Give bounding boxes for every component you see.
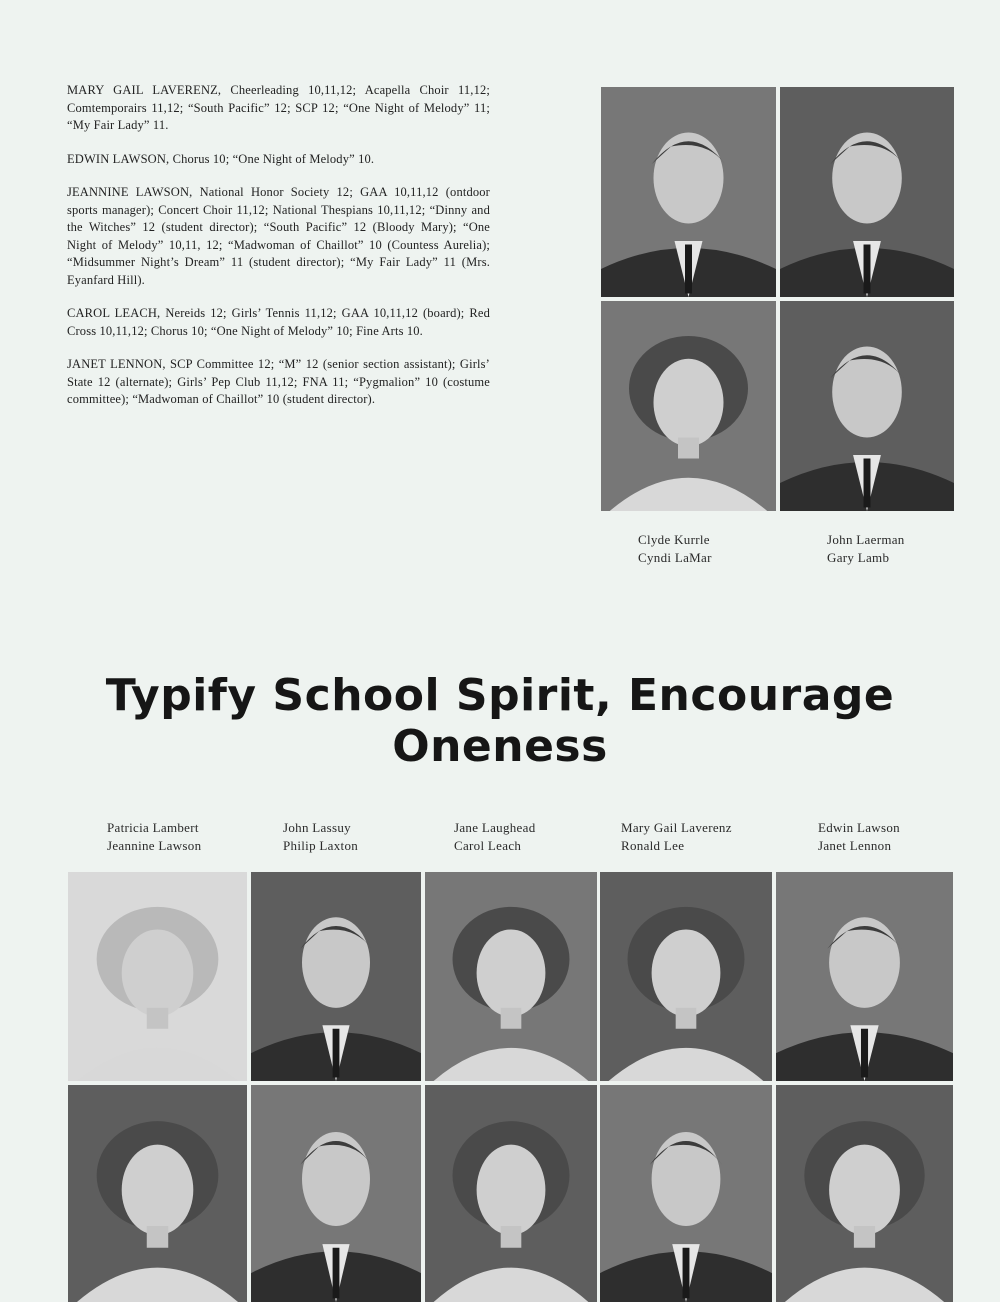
portrait-silhouette xyxy=(776,872,953,1081)
bio-entry xyxy=(67,356,490,409)
photo-caption xyxy=(818,819,900,855)
photo-caption xyxy=(621,819,732,855)
photo-caption-left xyxy=(638,531,712,567)
caption-name: Patricia Lambert xyxy=(107,820,199,835)
portrait-silhouette xyxy=(780,87,954,297)
caption-name: Jeannine Lawson xyxy=(107,838,202,853)
bio-text: Chorus 10; “One Night of Melody” 10. xyxy=(169,151,375,166)
bio-entry xyxy=(67,184,490,289)
portrait-photo xyxy=(600,872,772,1081)
caption-name: Edwin Lawson xyxy=(818,820,900,835)
bio-text: Cheerleading 10,11,12; Acapella Choir 11,12; Comtemporairs 11,12; “South Pacific” 12; SCP 12; “One Night of Melody” 11; “My Fair Lady” 11. xyxy=(67,83,490,132)
portrait-photo xyxy=(601,87,776,297)
photo-caption xyxy=(107,819,201,855)
portrait-silhouette xyxy=(251,872,421,1081)
bio-entry xyxy=(67,151,490,169)
bio-name: JANET LENNON, xyxy=(67,357,166,371)
portrait-silhouette xyxy=(68,872,247,1081)
biography-list xyxy=(67,82,490,425)
bio-entry xyxy=(67,82,490,135)
bio-name: JEANNINE LAWSON, xyxy=(67,185,193,199)
page-headline: Typify School Spirit, Encourage Oneness xyxy=(105,670,895,772)
bio-name: CAROL LEACH, xyxy=(67,306,161,320)
portrait-silhouette xyxy=(425,1085,597,1302)
portrait-photo xyxy=(425,1085,597,1302)
photo-caption xyxy=(283,819,358,855)
photo-caption xyxy=(454,819,536,855)
caption-name: Cyndi LaMar xyxy=(638,550,712,565)
portrait-silhouette xyxy=(601,87,776,297)
caption-name: John Laerman xyxy=(827,532,905,547)
bio-entry xyxy=(67,305,490,340)
portrait-silhouette xyxy=(251,1085,421,1302)
portrait-photo xyxy=(780,87,954,297)
portrait-photo xyxy=(251,872,421,1081)
caption-name: Gary Lamb xyxy=(827,550,890,565)
portrait-silhouette xyxy=(600,872,772,1081)
caption-name: Mary Gail Laverenz xyxy=(621,820,732,835)
portrait-silhouette xyxy=(601,301,776,511)
portrait-photo xyxy=(68,1085,247,1302)
caption-name: Philip Laxton xyxy=(283,838,359,853)
portrait-photo xyxy=(600,1085,772,1302)
portrait-silhouette xyxy=(600,1085,772,1302)
portrait-photo xyxy=(251,1085,421,1302)
photo-caption-right xyxy=(827,531,905,567)
portrait-photo xyxy=(68,872,247,1081)
portrait-silhouette xyxy=(780,301,954,511)
caption-name: John Lassuy xyxy=(283,820,351,835)
caption-name: Ronald Lee xyxy=(621,838,685,853)
portrait-photo xyxy=(425,872,597,1081)
portrait-photo xyxy=(780,301,954,511)
bio-name: EDWIN LAWSON, xyxy=(67,151,170,166)
bio-text: National Honor Society 12; GAA 10,11,12 (ontdoor sports manager); Concert Choir 11,12; National Thespians 10,11,12; “Dinny and the Witches” 12 (student director); “South Pacific” 12 (Bloody Mary); “One Night of Melody” 10,11, 12; “Madwoman of Chaillot” 10 (Countess Aurelia); “Midsummer Night’s Dream” 11 (student director); “My Fair Lady” 11 (Mrs. Eyanfard Hill). xyxy=(67,185,490,287)
portrait-photo xyxy=(776,872,953,1081)
bio-text: SCP Committee 12; “M” 12 (senior section assistant); Girls’ State 12 (alternate); Girls’ Pep Club 11,12; FNA 11; “Pygmalion” 10 (costume committee); “Madwoman of Chaillot” 10 (student director). xyxy=(67,357,490,406)
caption-name: Janet Lennon xyxy=(818,838,892,853)
portrait-silhouette xyxy=(425,872,597,1081)
caption-name: Carol Leach xyxy=(454,838,522,853)
portrait-silhouette xyxy=(68,1085,247,1302)
bio-text: Nereids 12; Girls’ Tennis 11,12; GAA 10,11,12 (board); Red Cross 10,11,12; Chorus 10; “One Night of Melody” 10; Fine Arts 10. xyxy=(67,306,490,338)
bio-name: MARY GAIL LAVERENZ, xyxy=(67,83,222,97)
portrait-photo xyxy=(601,301,776,511)
caption-name: Jane Laughead xyxy=(454,820,536,835)
caption-name: Clyde Kurrle xyxy=(638,532,710,547)
portrait-silhouette xyxy=(776,1085,953,1302)
portrait-photo xyxy=(776,1085,953,1302)
